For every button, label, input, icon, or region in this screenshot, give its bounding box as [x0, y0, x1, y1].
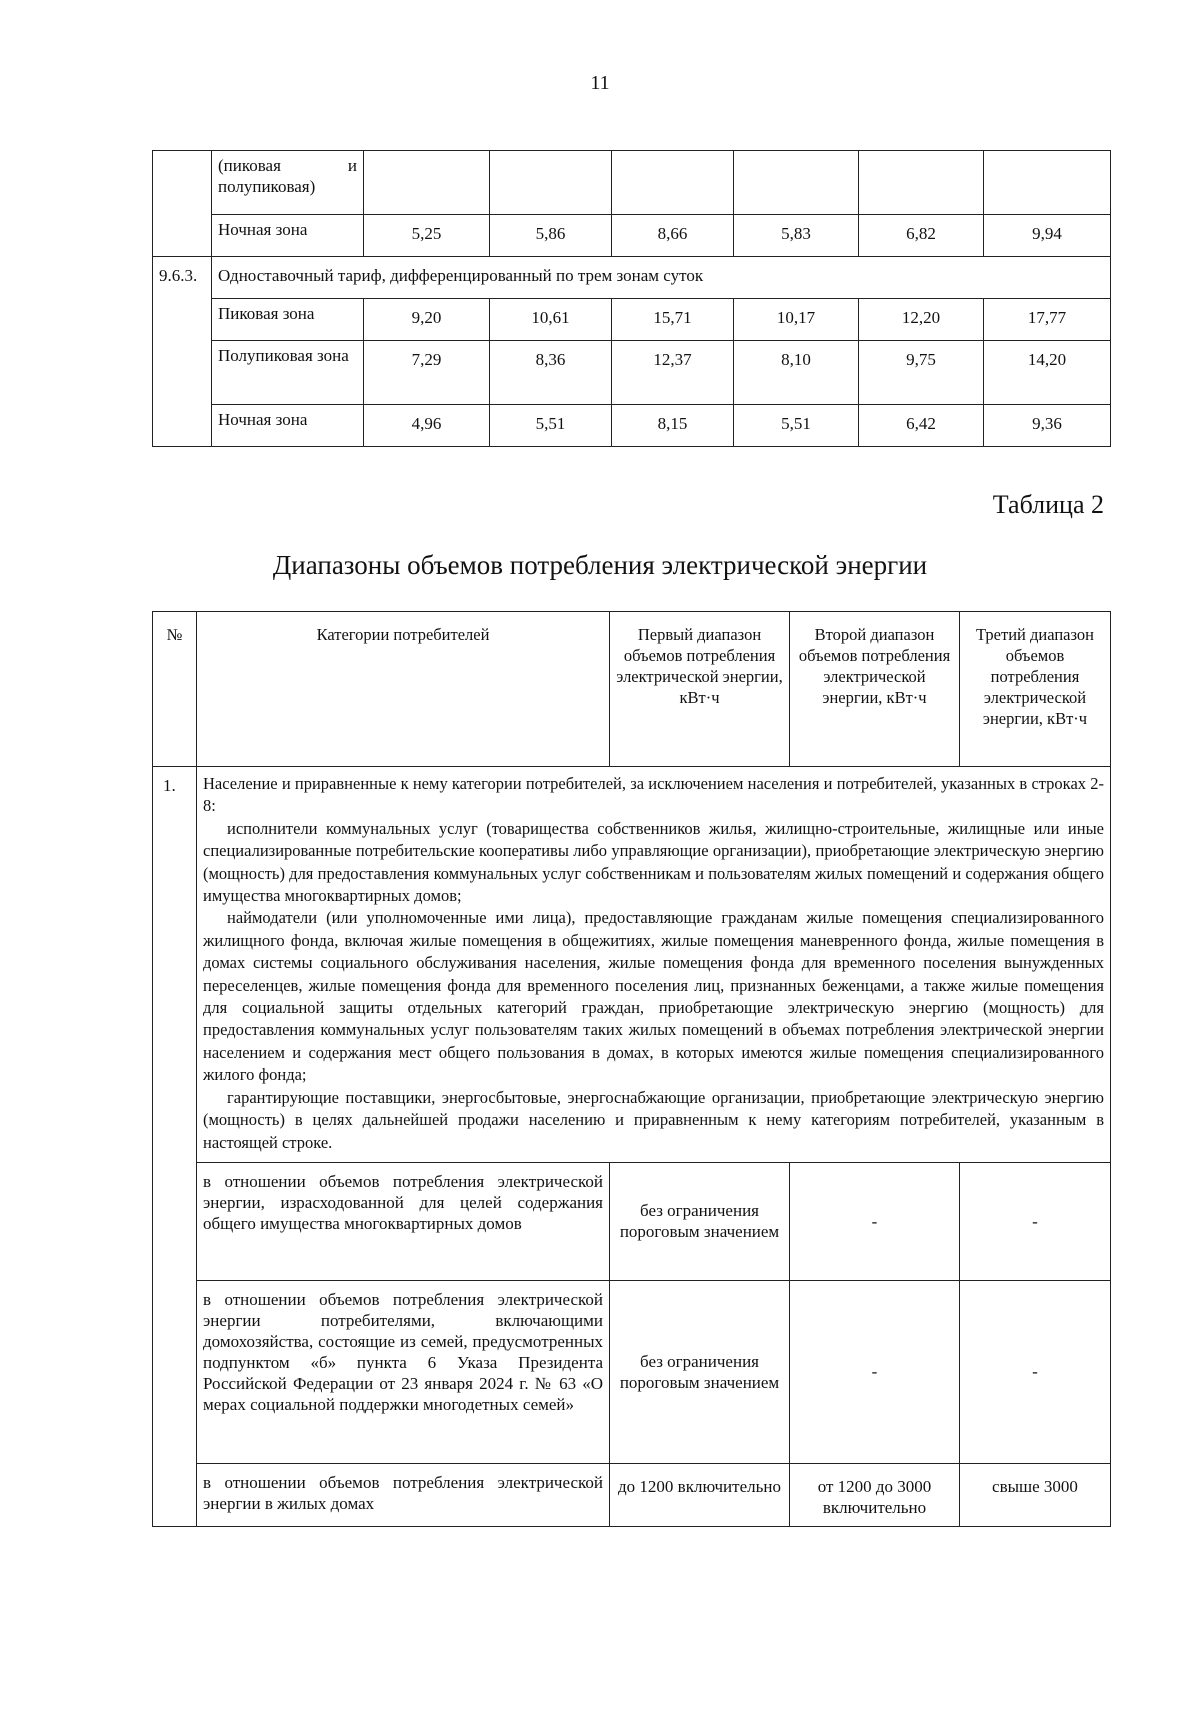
row-number-cell [153, 405, 212, 447]
tariff-value [859, 151, 984, 215]
tariff-value: 12,20 [859, 299, 984, 341]
section-row [153, 257, 1111, 299]
tariff-value: 9,75 [859, 341, 984, 405]
category-paragraph: гарантирующие поставщики, энергосбытовые, энергоснабжающие организации, приобретающие электрическую энергию (мощность) в целях дальнейшей продажи населению и приравненным к нему категориям потребителей, указанным в настоящей строке. [203, 1087, 1104, 1152]
header-category: Категории потребителей [197, 612, 610, 767]
range-1-value: без ограничения пороговым значением [610, 1280, 790, 1463]
tariff-value: 8,15 [612, 405, 734, 447]
zone-label: Пиковая зона [212, 299, 364, 341]
tariff-value: 14,20 [984, 341, 1111, 405]
tariff-value: 9,94 [984, 215, 1111, 257]
subcategory-text: в отношении объемов потребления электрической энергии потребителями, включающими домохозяйства, состоящие из семей, предусмотренных подпунктом «б» пункта 6 Указа Президента Российской Федерации от 23 января 2024 г. № 63 «О мерах социальной поддержки многодетных семей» [197, 1280, 610, 1463]
table-row [153, 405, 1111, 447]
tariff-table [152, 150, 1111, 447]
tariff-value: 5,25 [364, 215, 490, 257]
row-number: 1. [153, 767, 197, 1527]
section-title: Одноставочный тариф, дифференцированный по трем зонам суток [212, 257, 1111, 299]
tariff-value: 10,61 [490, 299, 612, 341]
tariff-value: 5,83 [734, 215, 859, 257]
table-row [153, 767, 1111, 1163]
tariff-value: 8,66 [612, 215, 734, 257]
table-label: Таблица 2 [992, 490, 1104, 519]
tariff-value [734, 151, 859, 215]
tariff-value: 7,29 [364, 341, 490, 405]
zone-label: Полупиковая зона [212, 341, 364, 405]
table-row [153, 151, 1111, 215]
row-number-cell [153, 215, 212, 257]
tariff-value [612, 151, 734, 215]
tariff-value: 6,82 [859, 215, 984, 257]
zone-label: (пиковая и полупиковая) [212, 151, 364, 215]
tariff-value: 15,71 [612, 299, 734, 341]
header-row [153, 612, 1111, 767]
table-title: Диапазоны объемов потребления электрической энергии [272, 550, 928, 580]
range-1-value: до 1200 включительно [610, 1463, 790, 1526]
row-number-cell [153, 341, 212, 405]
tariff-value: 5,51 [734, 405, 859, 447]
tariff-value: 8,10 [734, 341, 859, 405]
subcategory-row [153, 1463, 1111, 1526]
tariff-value: 12,37 [612, 341, 734, 405]
tariff-value [364, 151, 490, 215]
subcategory-text: в отношении объемов потребления электрической энергии в жилых домах [197, 1463, 610, 1526]
zone-label: Ночная зона [212, 215, 364, 257]
zone-label: Ночная зона [212, 405, 364, 447]
range-1-value: без ограничения пороговым значением [610, 1162, 790, 1280]
header-range-2: Второй диапазон объемов потребления электрической энергии, кВт·ч [790, 612, 960, 767]
category-paragraph: исполнители коммунальных услуг (товарищества собственников жилья, жилищно-строительные, жилищные или иные специализированные потребительские кооперативы либо управляющие организации), приобретающие электрическую энергию (мощность) для предоставления коммунальных услуг собственникам и пользователям жилых помещений и содержания общего имущества многоквартирных домов; [203, 818, 1104, 906]
tariff-value: 5,86 [490, 215, 612, 257]
tariff-value: 8,36 [490, 341, 612, 405]
category-paragraph: Население и приравненные к нему категории потребителей, за исключением населения и потребителей, указанных в строках 2-8: [203, 774, 1104, 816]
subcategory-row [153, 1162, 1111, 1280]
subcategory-text: в отношении объемов потребления электрической энергии, израсходованной для целей содержания общего имущества многоквартирных домов [197, 1162, 610, 1280]
range-3-value: - [960, 1162, 1111, 1280]
category-description [197, 767, 1111, 1163]
header-number: № [153, 612, 197, 767]
row-number-cell [153, 299, 212, 341]
tariff-value: 4,96 [364, 405, 490, 447]
table-row [153, 341, 1111, 405]
range-2-value: - [790, 1280, 960, 1463]
category-paragraph: наймодатели (или уполномоченные ими лица), предоставляющие гражданам жилые помещения специализированного жилищного фонда, включая жилые помещения в общежитиях, жилые помещения маневренного фонда, жилые помещения в домах системы социального обслуживания населения, жилые помещения фонда для временного поселения вынужденных переселенцев, жилые помещения фонда для временного поселения лиц, признанных беженцами, а также жилые помещения для социальной защиты отдельных категорий граждан, приобретающие электрическую энергию (мощность) для предоставления коммунальных услуг пользователям таких жилых помещений в объемах потребления электрической энергии населением и содержания мест общего пользования в домах, в которых имеются жилые помещения специализированного жилого фонда; [203, 908, 1104, 1085]
consumption-ranges-table [152, 611, 1111, 1527]
tariff-value: 6,42 [859, 405, 984, 447]
table-row [153, 215, 1111, 257]
tariff-value [984, 151, 1111, 215]
tariff-value [490, 151, 612, 215]
tariff-value: 9,36 [984, 405, 1111, 447]
tariff-value: 10,17 [734, 299, 859, 341]
subcategory-row [153, 1280, 1111, 1463]
tariff-value: 17,77 [984, 299, 1111, 341]
header-range-1: Первый диапазон объемов потребления электрической энергии, кВт·ч [610, 612, 790, 767]
table-row [153, 299, 1111, 341]
tariff-value: 5,51 [490, 405, 612, 447]
range-3-value: свыше 3000 [960, 1463, 1111, 1526]
header-range-3: Третий диапазон объемов потребления электрической энергии, кВт·ч [960, 612, 1111, 767]
row-number-cell [153, 151, 212, 215]
tariff-value: 9,20 [364, 299, 490, 341]
range-2-value: - [790, 1162, 960, 1280]
section-number: 9.6.3. [153, 257, 212, 299]
range-3-value: - [960, 1280, 1111, 1463]
page-number: 11 [590, 72, 610, 94]
range-2-value: от 1200 до 3000 включительно [790, 1463, 960, 1526]
